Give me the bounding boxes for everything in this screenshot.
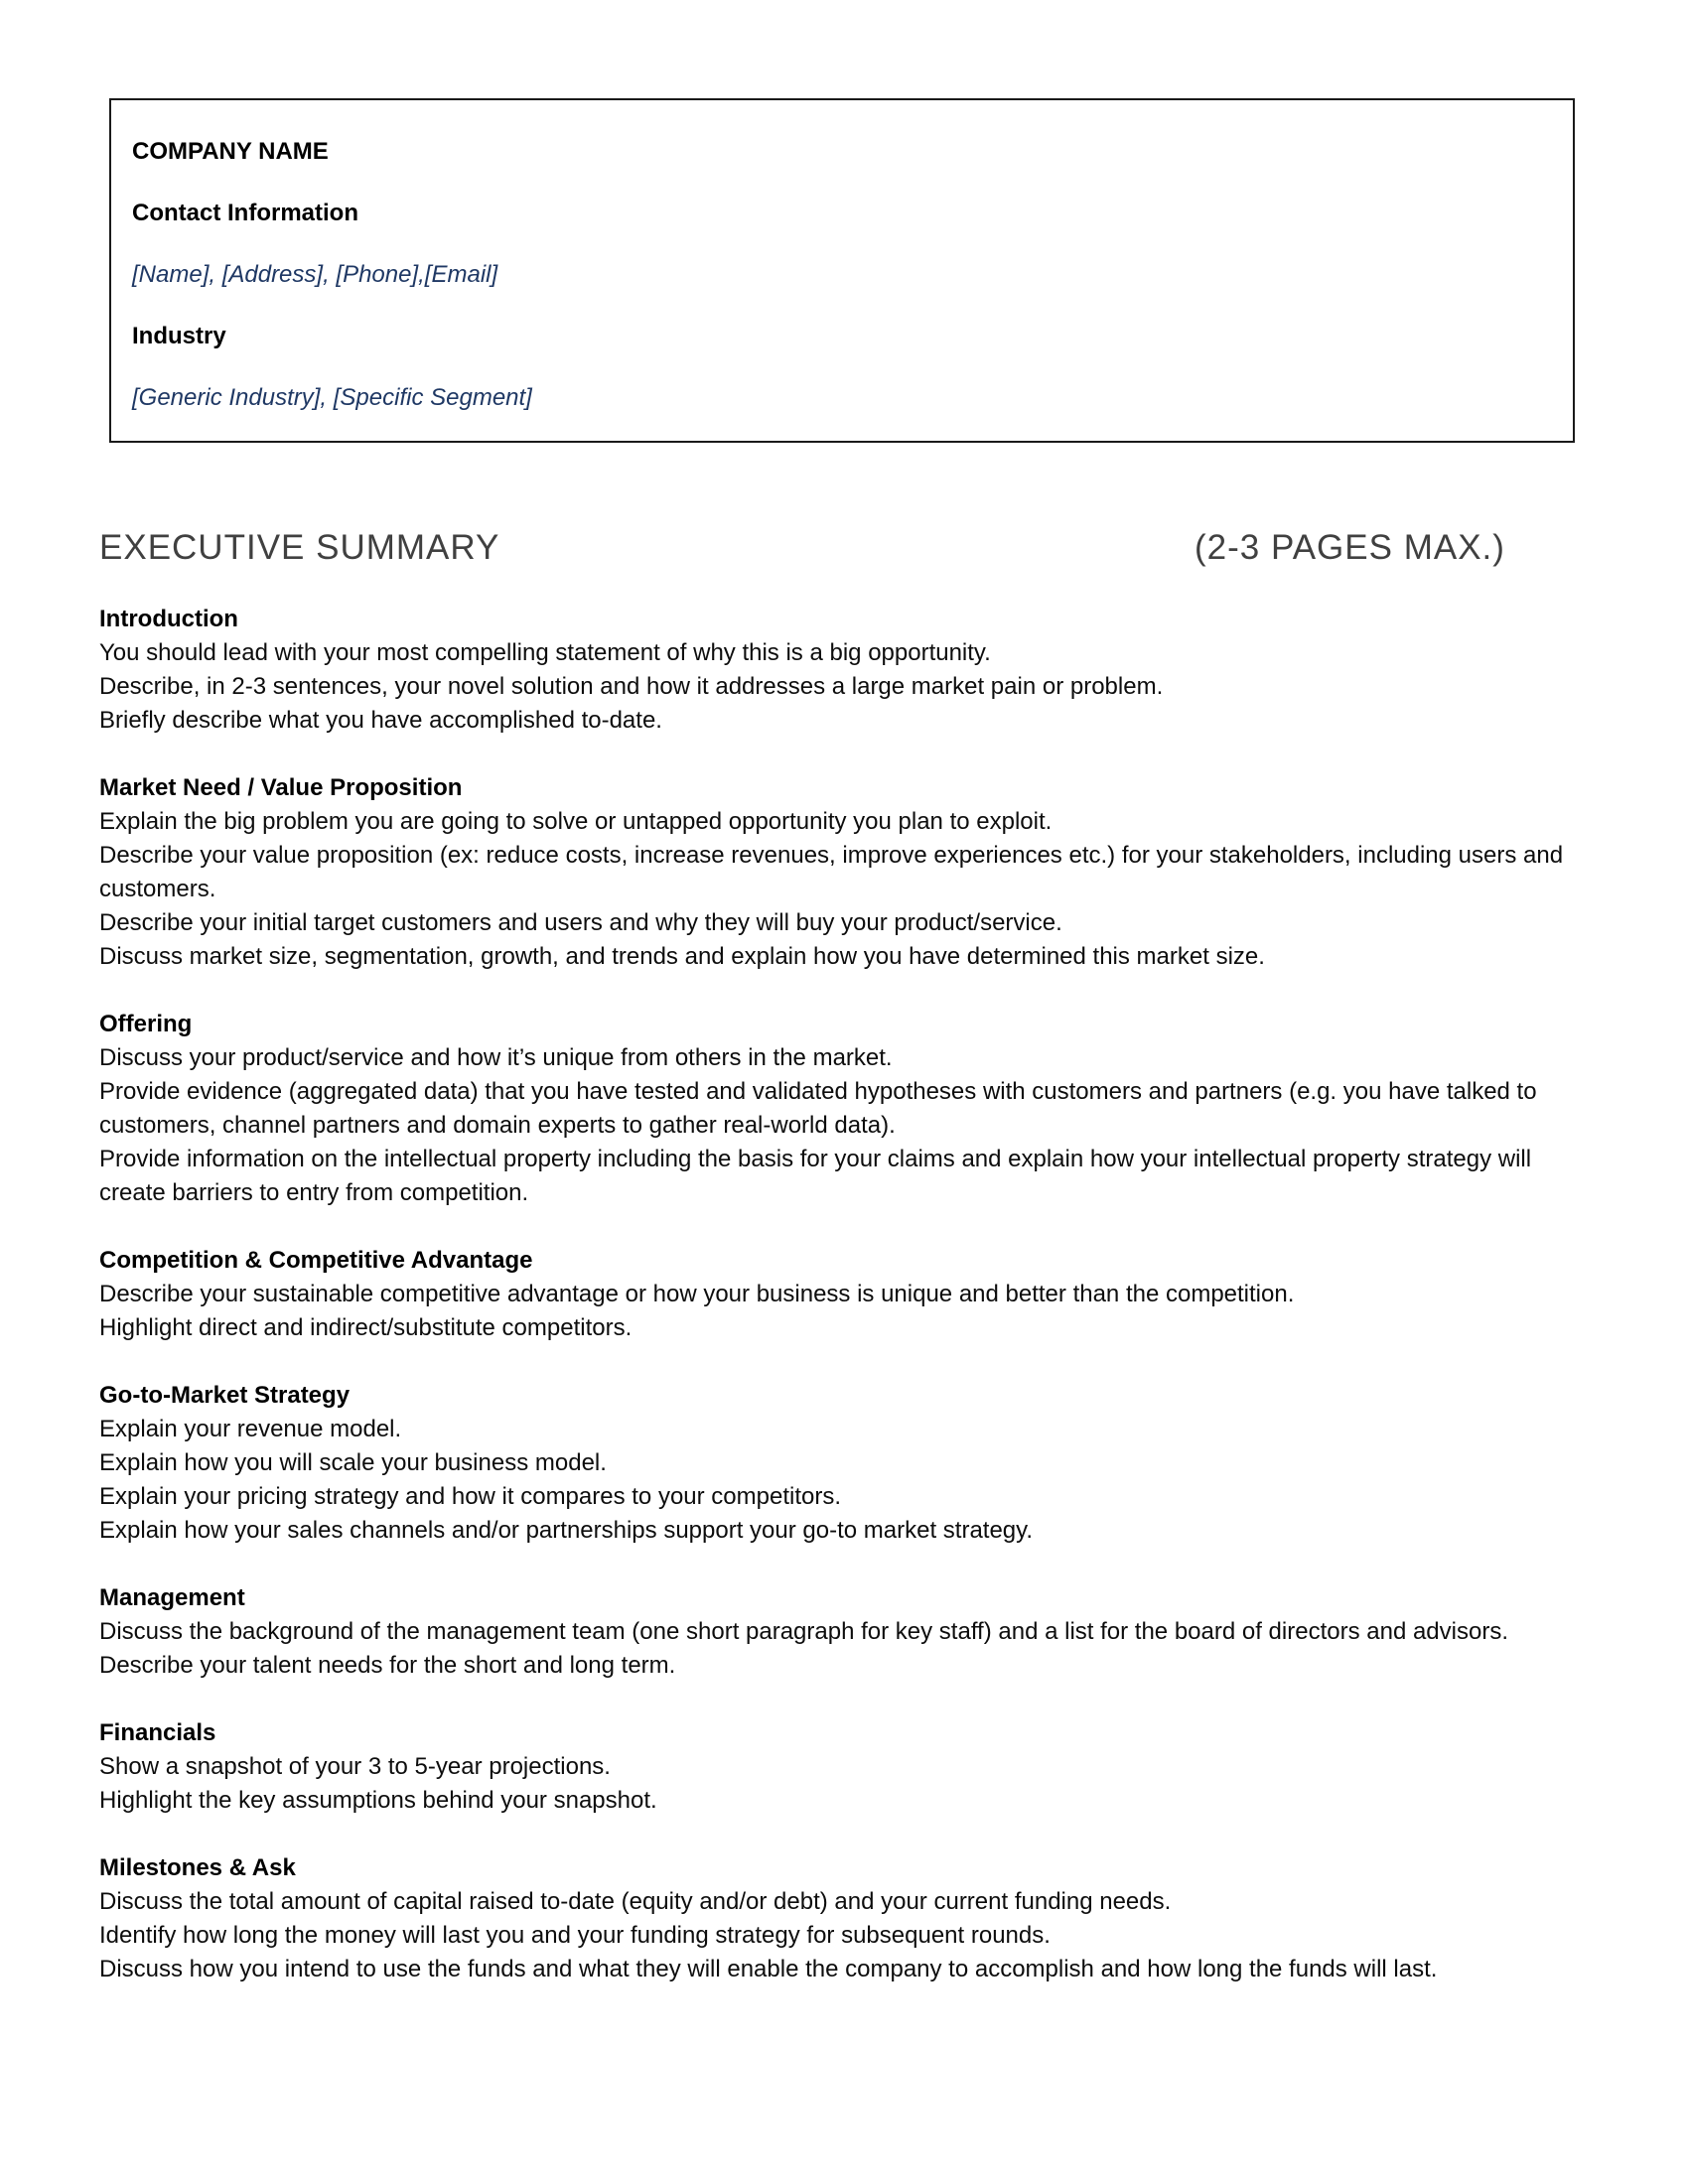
page-limit-note: (2-3 PAGES MAX.) — [1195, 528, 1505, 567]
section-heading: Management — [99, 1584, 245, 1611]
section-text: Describe your talent needs for the short and long term. — [99, 1652, 676, 1679]
section-heading: Milestones & Ask — [99, 1854, 296, 1881]
section-heading: Introduction — [99, 606, 238, 632]
section — [99, 771, 1579, 974]
section-text: Explain your revenue model. — [99, 1416, 402, 1442]
executive-summary-title: EXECUTIVE SUMMARY — [99, 528, 500, 567]
section-heading: Market Need / Value Proposition — [99, 774, 463, 801]
section-text: Show a snapshot of your 3 to 5-year projections. — [99, 1753, 611, 1780]
section-text: Describe your sustainable competitive advantage or how your business is unique and better than the competition. — [99, 1281, 1295, 1307]
section — [99, 1581, 1579, 1683]
contact-info-label: Contact Information — [132, 200, 358, 226]
section-text: Identify how long the money will last you and your funding strategy for subsequent rounds. — [99, 1922, 1051, 1949]
contact-info-placeholder: [Name], [Address], [Phone],[Email] — [132, 261, 498, 288]
section — [99, 1244, 1579, 1345]
industry-label: Industry — [132, 323, 226, 349]
company-info-box — [109, 98, 1575, 443]
section-text: Explain how your sales channels and/or partnerships support your go-to market strategy. — [99, 1517, 1034, 1544]
section-text: Describe your initial target customers and users and why they will buy your product/service. — [99, 909, 1062, 936]
section-text: Explain how you will scale your business model. — [99, 1449, 607, 1476]
section — [99, 1851, 1579, 1986]
company-name: COMPANY NAME — [132, 138, 329, 165]
section-heading: Financials — [99, 1719, 216, 1746]
section-text: Describe, in 2-3 sentences, your novel solution and how it addresses a large market pain or problem. — [99, 673, 1164, 700]
section-text: Describe your value proposition (ex: reduce costs, increase revenues, improve experiences etc.) for your stakeholders, including users and customers. — [99, 842, 1564, 902]
section — [99, 1379, 1579, 1548]
section — [99, 1008, 1579, 1210]
section — [99, 603, 1579, 738]
section-text: You should lead with your most compelling statement of why this is a big opportunity. — [99, 639, 991, 666]
section-text: Provide evidence (aggregated data) that you have tested and validated hypotheses with customers and partners (e.g. you have talked to customers, channel partners and domain experts to gather real-world data). — [99, 1078, 1537, 1139]
section-text: Discuss the background of the management team (one short paragraph for key staff) and a list for the board of directors and advisors. — [99, 1618, 1508, 1645]
section-text: Discuss your product/service and how it’s unique from others in the market. — [99, 1044, 893, 1071]
section-text: Discuss market size, segmentation, growth, and trends and explain how you have determined this market size. — [99, 943, 1265, 970]
section-text: Explain your pricing strategy and how it compares to your competitors. — [99, 1483, 842, 1510]
section-heading: Go-to-Market Strategy — [99, 1382, 351, 1409]
section-text: Highlight the key assumptions behind your snapshot. — [99, 1787, 657, 1814]
section-heading: Competition & Competitive Advantage — [99, 1247, 533, 1274]
section-text: Discuss the total amount of capital raised to-date (equity and/or debt) and your current funding needs. — [99, 1888, 1172, 1915]
section-text: Highlight direct and indirect/substitute competitors. — [99, 1314, 633, 1341]
section — [99, 1716, 1579, 1818]
section-text: Provide information on the intellectual property including the basis for your claims and explain how your intellectual property strategy will create barriers to entry from competition. — [99, 1146, 1532, 1206]
section-text: Discuss how you intend to use the funds and what they will enable the company to accomplish and how long the funds will last. — [99, 1956, 1438, 1982]
section-text: Briefly describe what you have accomplished to-date. — [99, 707, 662, 734]
summary-sections — [99, 603, 1579, 2020]
section-text: Explain the big problem you are going to solve or untapped opportunity you plan to exploit. — [99, 808, 1053, 835]
industry-placeholder: [Generic Industry], [Specific Segment] — [132, 384, 532, 411]
section-heading: Offering — [99, 1011, 193, 1037]
